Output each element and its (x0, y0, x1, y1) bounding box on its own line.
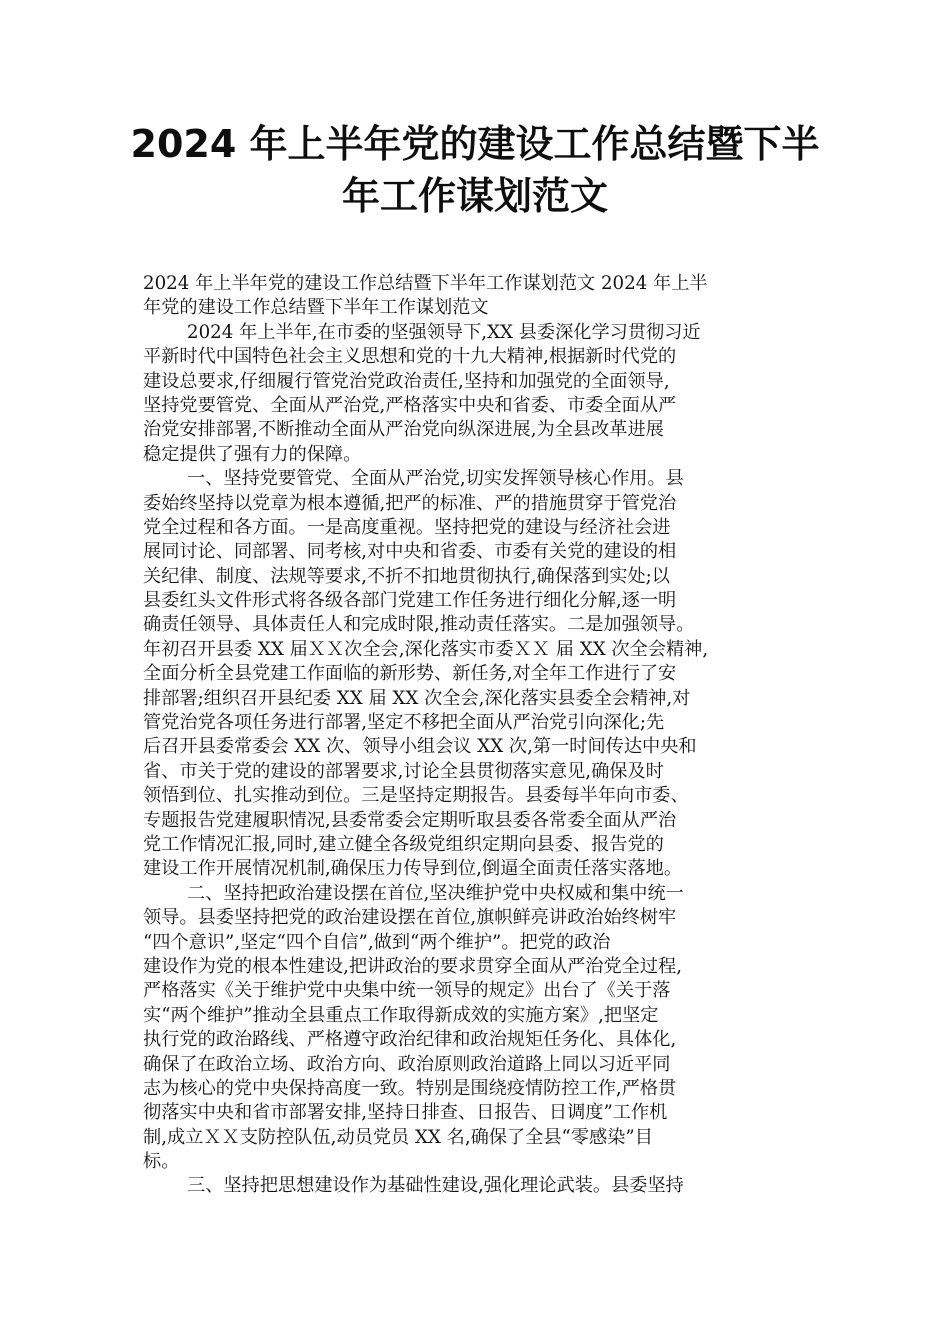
body-line: 领导。县委坚持把党的政治建设摆在首位,旗帜鲜亮讲政治始终树牢 (143, 907, 677, 929)
paragraph-first-line: 二、坚持把政治建设摆在首位,坚决维护党中央权威和集中统一 (187, 882, 684, 904)
title-line: 年工作谋划范文 (341, 174, 608, 218)
body-line: 严格落实《关于维护党中央集中统一领导的规定》出台了《关于落 (143, 980, 671, 1002)
body-line: 制,成立ＸＸ支防控队伍,动员党员 XX 名,确保了全县“零感染”目 (143, 1126, 653, 1148)
document-body (143, 272, 811, 1199)
body-line: 县委红头文件形式将各级各部门党建工作任务进行细化分解,逐一明 (143, 590, 677, 612)
title-line: 2024 年上半年党的建设工作总结暨下半 (130, 122, 820, 166)
body-line: 展同讨论、同部署、同考核,对中央和省委、市委有关党的建设的相 (143, 541, 677, 563)
document-title (100, 118, 850, 222)
body-line: 党全过程和各方面。一是高度重视。坚持把党的建设与经济社会进 (143, 516, 671, 538)
body-line: 后召开县委常委会 XX 次、领导小组会议 XX 次,第一时间传达中央和 (143, 736, 697, 758)
body-line: 实“两个维护”推动全县重点工作取得新成效的实施方案》,把坚定 (143, 1004, 659, 1026)
body-line: 年党的建设工作总结暨下半年工作谋划范文 (143, 297, 489, 319)
body-line: 领悟到位、扎实推动到位。三是坚持定期报告。县委每半年向市委、 (143, 785, 689, 807)
body-line: 年初召开县委 XX 届ＸＸ次全会,深化落实市委ＸＸ 届 XX 次全会精神, (143, 638, 709, 660)
body-line: 志为核心的党中央保持高度一致。特别是围绕疫情防控工作,严格贯 (143, 1077, 677, 1099)
body-line: 平新时代中国特色社会主义思想和党的十九大精神,根据新时代党的 (143, 346, 677, 368)
body-line: 党工作情况汇报,同时,建立健全各级党组织定期向县委、报告党的 (143, 833, 664, 855)
body-line: 坚持党要管党、全面从严治党,严格落实中央和省委、市委全面从严 (143, 394, 677, 416)
body-line: 排部署;组织召开县纪委 XX 届 XX 次全会,深化落实县委全会精神,对 (143, 687, 691, 709)
body-line: 省、市关于党的建设的部署要求,讨论全县贯彻落实意见,确保及时 (143, 760, 664, 782)
body-line: “四个意识”,坚定“四个自信”,做到“两个维护”。把党的政治 (143, 931, 611, 953)
body-line: 稳定提供了强有力的保障。 (143, 443, 362, 465)
paragraph-first-line: 三、坚持把思想建设作为基础性建设,强化理论武装。县委坚持 (187, 1175, 684, 1197)
paragraph-first-line: 一、坚持党要管党、全面从严治党,切实发挥领导核心作用。县 (187, 468, 684, 490)
body-line: 确保了在政治立场、政治方向、政治原则政治道路上同以习近平同 (143, 1053, 671, 1075)
body-line: 彻落实中央和省市部署安排,坚持日排查、日报告、日调度”工作机 (143, 1102, 668, 1124)
body-line: 管党治党各项任务进行部署,坚定不移把全面从严治党引向深化;先 (143, 712, 665, 734)
body-line: 执行党的政治路线、严格遵守政治纪律和政治规矩任务化、具体化, (143, 1029, 677, 1051)
body-line: 治党安排部署,不断推动全面从严治党向纵深进展,为全县改革进展 (143, 419, 664, 441)
paragraph-first-line: 2024 年上半年,在市委的坚强领导下,XX 县委深化学习贯彻习近 (187, 321, 701, 343)
body-line: 2024 年上半年党的建设工作总结暨下半年工作谋划范文 2024 年上半 (143, 273, 708, 294)
body-line: 建设总要求,仔细履行管党治党政治责任,坚持和加强党的全面领导, (143, 370, 670, 392)
body-line: 专题报告党建履职情况,县委常委会定期听取县委各常委全面从严治 (143, 809, 677, 831)
body-line: 确责任领导、具体责任人和完成时限,推动责任落实。二是加强领导。 (143, 614, 695, 636)
body-line: 建设作为党的根本性建设,把讲政治的要求贯穿全面从严治党全过程, (143, 955, 683, 977)
body-line: 标。 (143, 1151, 180, 1173)
body-line: 建设工作开展情况机制,确保压力传导到位,倒逼全面责任落实落地。 (143, 858, 683, 880)
body-line: 全面分析全县党建工作面临的新形势、新任务,对全年工作进行了安 (143, 663, 677, 685)
body-line: 关纪律、制度、法规等要求,不折不扣地贯彻执行,确保落到实处;以 (143, 565, 670, 587)
body-line: 委始终坚持以党章为根本遵循,把严的标准、严的措施贯穿于管党治 (143, 492, 677, 514)
